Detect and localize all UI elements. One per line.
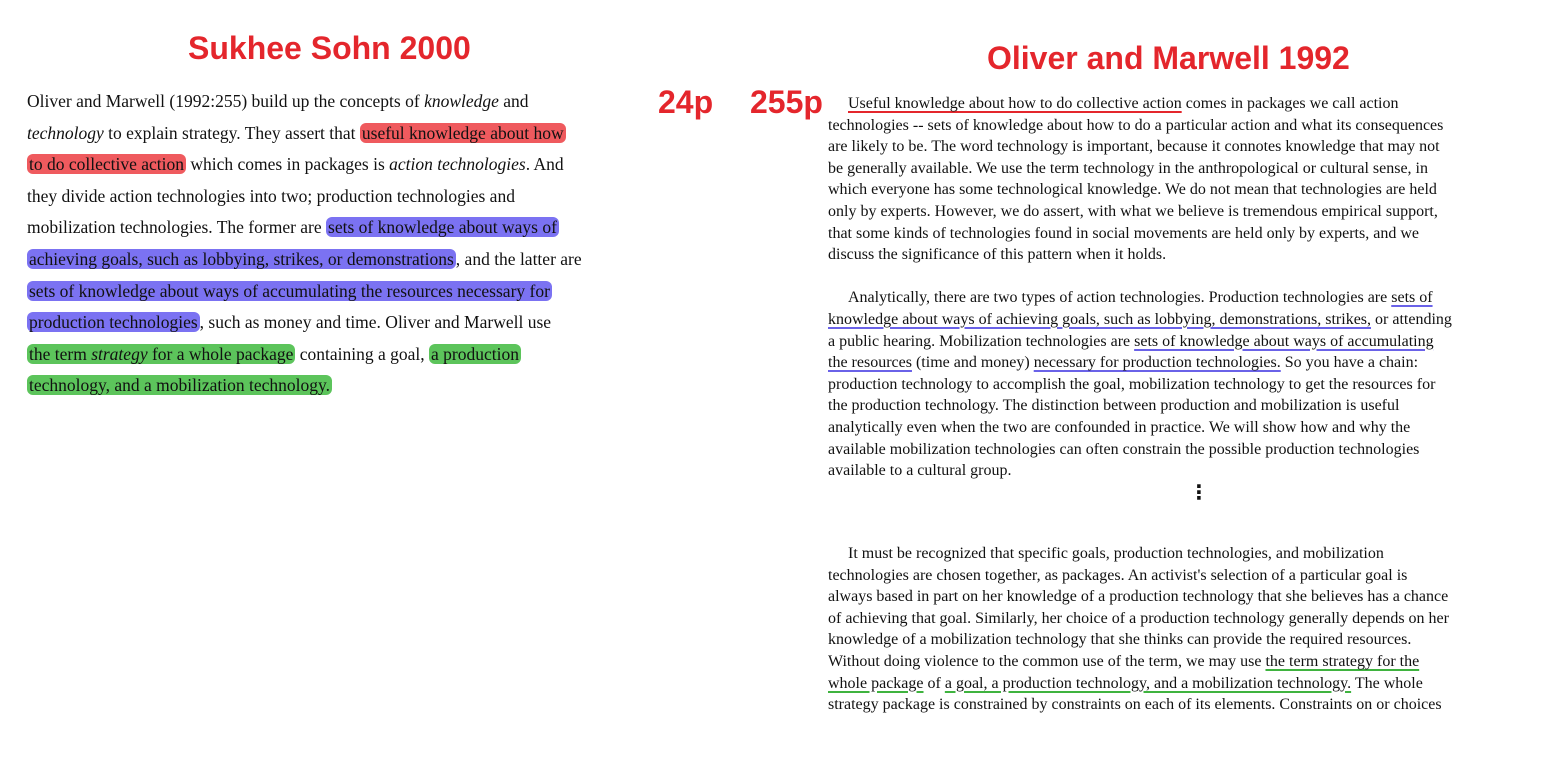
text-line: Analytically, there are two types of action technologies. Production technologies are sets of [848,289,1433,307]
green-highlight: technology, and a mobilization technology. [29,375,330,396]
blue-highlight: sets of knowledge about ways of [328,217,557,238]
text-line: available mobilization technologies can often constrain the possible production technologies [828,440,1420,458]
green-underline: a goal, a production technology, and a mobilization technology. [944,674,1352,692]
text-line: knowledge about ways of achieving goals, such as lobbying, demonstrations, strikes, or attending [828,310,1452,328]
text-line: to do collective action which comes in packages is action technologies. And [29,154,564,175]
text-line: a public hearing. Mobilization technologies are sets of knowledge about ways of accumulating [828,332,1434,350]
text-line: discuss the significance of this pattern when it holds. [828,246,1167,264]
green-highlight: the term strategy for a whole package [29,343,294,364]
text-line [27,276,677,308]
green-underline: the term strategy for the [1265,652,1420,670]
text-line: the resources (time and money) necessary for production technologies. So you have a chain: [828,354,1419,372]
text-line: are likely to be. The word technology is important, because it connotes knowledge that may not [828,138,1440,156]
red-highlight: to do collective action [29,154,185,175]
left-paragraph [27,86,677,402]
text-line: Oliver and Marwell (1992:255) build up the concepts of knowledge and [27,91,529,111]
text-line: be generally available. We use the term technology in the anthropological or cultural sense, in [828,159,1428,177]
right-paragraph-3 [828,543,1548,716]
text-line: mobilization technologies. The former are sets of knowledge about ways of [27,217,557,238]
blue-underline: sets of knowledge about ways of accumulating [1134,332,1434,350]
text-line: technology to explain strategy. They assert that useful knowledge about how [27,122,564,143]
blue-highlight: production technologies [29,312,198,333]
right-paragraphs [828,93,1548,482]
left-source-title: Sukhee Sohn 2000 [188,30,471,66]
text-line: It must be recognized that specific goals, production technologies, and mobilization [848,545,1384,562]
text-line: whole package of a goal, a production technology, and a mobilization technology. The whole [828,674,1423,692]
text-line: of achieving that goal. Similarly, her choice of a production technology generally depends on her [828,609,1449,627]
right-source-title: Oliver and Marwell 1992 [987,40,1350,76]
text-line [27,370,677,402]
text-line: Useful knowledge about how to do collective action comes in packages we call action [848,95,1399,112]
text-line: production technologies , such as money and time. Oliver and Marwell use [29,312,552,333]
red-underline: Useful knowledge about how to do collective action [848,95,1182,112]
blue-highlight: achieving goals, such as lobbying, strikes, or demonstrations [29,248,454,269]
blue-underline: sets of [1391,289,1433,307]
text-line: only by experts. However, we do assert, with what we believe is tremendous empirical support, [828,202,1438,220]
text-line: always based in part on her knowledge of a production technology that she believes has a chance [828,588,1449,606]
text-line: the production technology. The distinction between production and mobilization is useful [828,397,1400,415]
green-underline: whole package [828,674,924,692]
green-highlight: a production [431,343,519,364]
vertical-ellipsis-icon: ⋮ [1189,480,1209,504]
text-line: which everyone has some technological knowledge. We do not mean that technologies are held [828,181,1437,199]
text-line: available to a cultural group. [828,462,1012,480]
blue-underline: the resources [828,354,912,372]
text-line: technologies are chosen together, as packages. An activist's selection of a particular goal is [828,566,1408,584]
text-line: strategy package is constrained by constraints on each of its elements. Constraints on or choices [828,696,1442,714]
text-line: knowledge of a mobilization technology that she thinks can provide the required resources. [828,631,1412,649]
text-line: achieving goals, such as lobbying, strikes, or demonstrations , and the latter are [29,248,582,269]
text-line: Without doing violence to the common use of the term, we may use the term strategy for the [828,652,1420,670]
blue-highlight: sets of knowledge about ways of accumulating the resources necessary for [29,280,550,301]
text-line: analytically even when the two are confounded in practice. We will show how and why the [828,418,1411,436]
left-page-number: 24p [658,84,714,120]
blue-underline: necessary for production technologies. [1033,354,1281,372]
text-line: the term strategy for a whole package containing a goal, a production [29,343,519,364]
text-line: technologies -- sets of knowledge about how to do a particular action and what its consequences [828,116,1444,134]
red-highlight: useful knowledge about how [361,122,564,143]
text-line: they divide action technologies into two; production technologies and [27,185,515,206]
text-line: production technology to accomplish the goal, mobilization technology to get the resources for [828,375,1436,393]
right-page-number: 255p [750,84,823,120]
text-line: that some kinds of technologies found in social movements are held only by experts, and we [828,224,1419,242]
blue-underline: knowledge about ways of achieving goals, such as lobbying, demonstrations, strikes, [828,310,1372,328]
